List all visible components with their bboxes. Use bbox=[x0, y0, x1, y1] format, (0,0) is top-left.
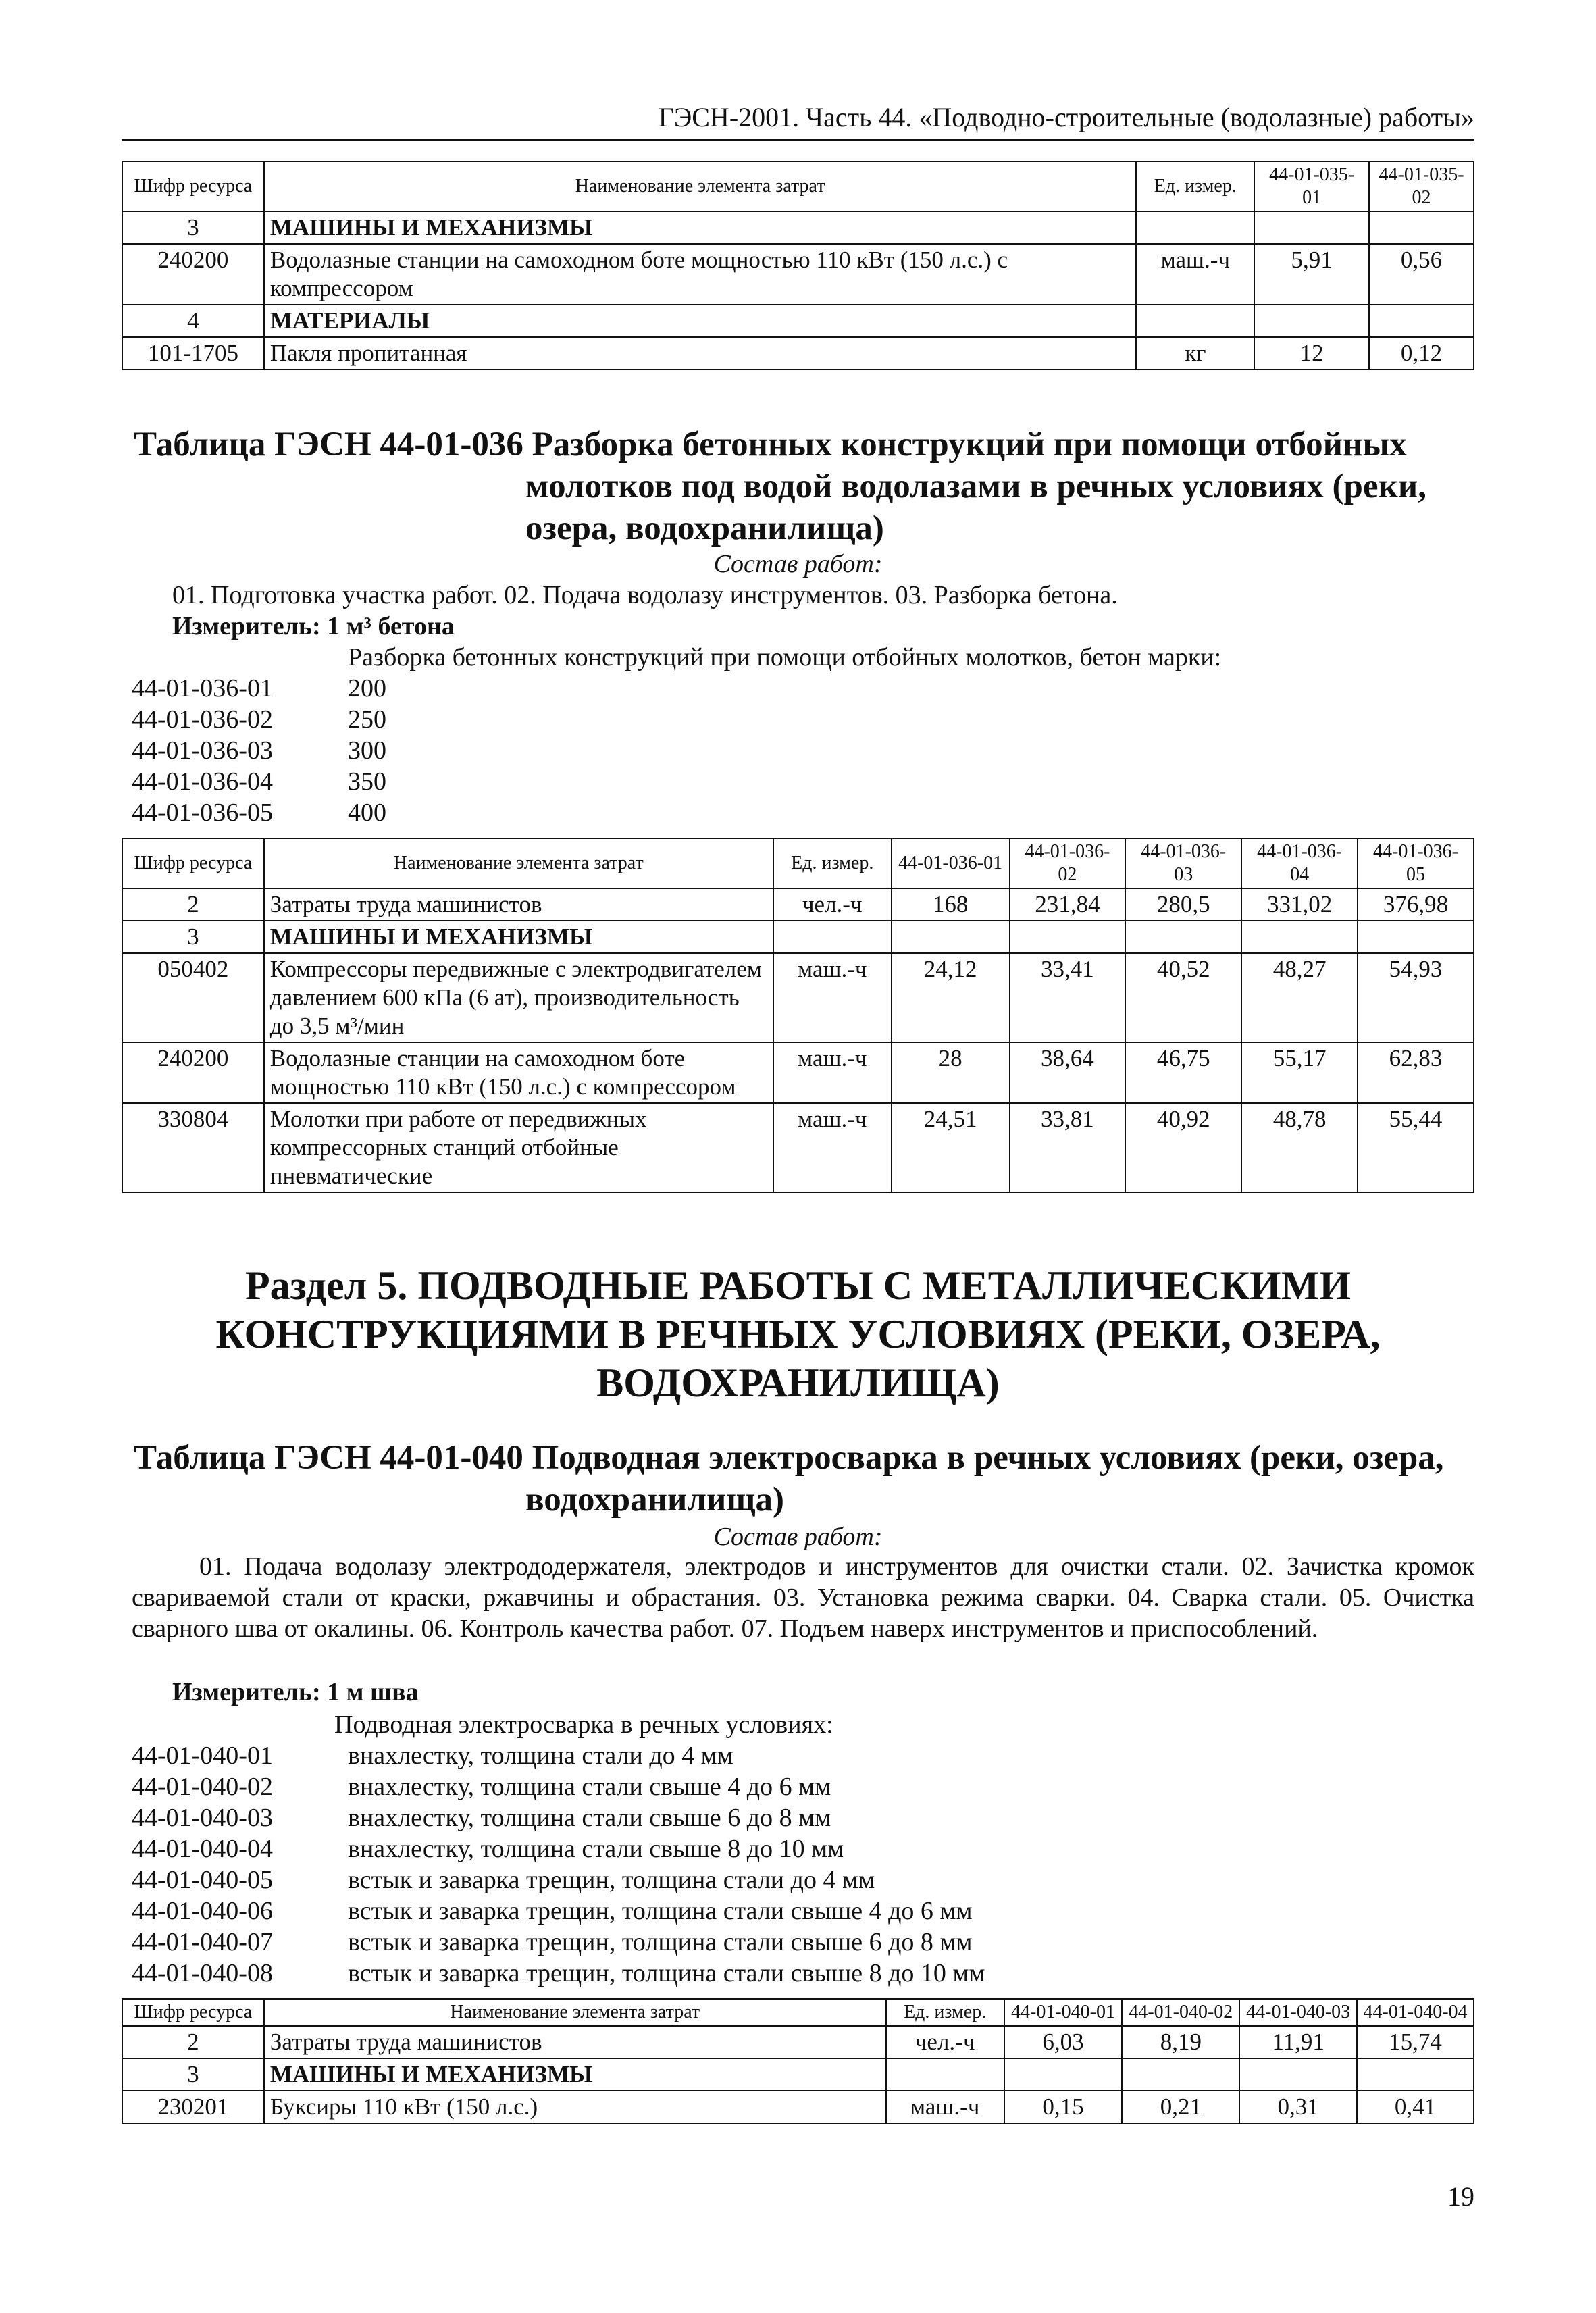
value-cell: 15,74 bbox=[1357, 2026, 1474, 2058]
cost-element-name-cell: Водолазные станции на самоходном боте мощностью 110 кВт (150 л.с.) с компрессором bbox=[264, 1042, 773, 1103]
resource-code-cell: 4 bbox=[122, 305, 264, 337]
value-cell: 8,19 bbox=[1122, 2026, 1239, 2058]
value-cell: 331,02 bbox=[1241, 888, 1358, 921]
unit-cell bbox=[1136, 305, 1254, 337]
table-row bbox=[122, 921, 1474, 953]
cost-element-name-cell: Затраты труда машинистов bbox=[264, 888, 773, 921]
value-cell: 0,21 bbox=[1122, 2091, 1239, 2123]
resource-code-cell: 230201 bbox=[122, 2091, 264, 2123]
column-header: Наименование элемента затрат bbox=[264, 838, 773, 888]
table-040-title-line2: водохранилища) bbox=[525, 1481, 784, 1519]
value-cell: 33,41 bbox=[1010, 953, 1126, 1042]
unit-cell: маш.-ч bbox=[773, 1042, 892, 1103]
code-list-item bbox=[132, 1896, 985, 1927]
value-cell bbox=[1010, 921, 1126, 953]
norm-code: 44-01-036-02 bbox=[132, 705, 273, 734]
resource-code-cell: 330804 bbox=[122, 1103, 264, 1192]
value-cell: 24,51 bbox=[892, 1103, 1010, 1192]
cost-element-name-cell: МАШИНЫ И МЕХАНИЗМЫ bbox=[264, 2058, 886, 2091]
unit-cell bbox=[886, 2058, 1004, 2091]
cost-element-name-cell: Молотки при работе от передвижных компрессорных станций отбойные пневматические bbox=[264, 1103, 773, 1192]
table-036-title-line1: Таблица ГЭСН 44-01-036 Разборка бетонных конструкций при помощи отбойных bbox=[134, 426, 1407, 463]
column-header: Шифр ресурса bbox=[122, 1999, 264, 2026]
code-list-item bbox=[132, 1802, 985, 1833]
resource-code-cell: 2 bbox=[122, 2026, 264, 2058]
resource-code-cell: 240200 bbox=[122, 1042, 264, 1103]
resource-code-cell: 3 bbox=[122, 2058, 264, 2091]
table-040-meter: Измеритель: 1 м шва bbox=[172, 1678, 419, 1706]
table-036-meter: Измеритель: 1 м³ бетона bbox=[172, 612, 455, 640]
column-header: 44-01-036-01 bbox=[892, 838, 1010, 888]
resource-code-cell: 240200 bbox=[122, 244, 264, 305]
column-header: Ед. измер. bbox=[1136, 161, 1254, 211]
column-header: 44-01-040-04 bbox=[1357, 1999, 1474, 2026]
value-cell bbox=[1369, 305, 1474, 337]
norm-description: внахлестку, толщина стали свыше 4 до 6 мм bbox=[348, 1773, 831, 1801]
unit-cell bbox=[1136, 211, 1254, 244]
table-036-intro: Разборка бетонных конструкций при помощи отбойных молотков, бетон марки: bbox=[348, 643, 1222, 671]
column-header: 44-01-036-04 bbox=[1241, 838, 1358, 888]
code-list-item bbox=[132, 735, 386, 766]
table-044-035 bbox=[122, 161, 1474, 370]
norm-description: 300 bbox=[348, 736, 386, 765]
code-list-item bbox=[132, 1833, 985, 1864]
value-cell: 54,93 bbox=[1358, 953, 1474, 1042]
column-header: 44-01-040-02 bbox=[1122, 1999, 1239, 2026]
unit-cell: маш.-ч bbox=[773, 1103, 892, 1192]
unit-cell: кг bbox=[1136, 337, 1254, 370]
value-cell bbox=[1241, 921, 1358, 953]
table-040-code-list bbox=[132, 1740, 985, 1989]
value-cell bbox=[1358, 921, 1474, 953]
norm-code: 44-01-040-08 bbox=[132, 1959, 273, 1987]
table-044-040 bbox=[122, 1998, 1474, 2124]
norm-code: 44-01-040-03 bbox=[132, 1804, 273, 1832]
section-5-title-line1: Раздел 5. ПОДВОДНЫЕ РАБОТЫ С МЕТАЛЛИЧЕСКИМИ bbox=[245, 1263, 1351, 1308]
value-cell bbox=[1369, 211, 1474, 244]
code-list-item bbox=[132, 704, 386, 735]
table-row bbox=[122, 1042, 1474, 1103]
norm-code: 44-01-036-01 bbox=[132, 674, 273, 703]
value-cell: 28 bbox=[892, 1042, 1010, 1103]
column-header: 44-01-040-01 bbox=[1004, 1999, 1123, 2026]
column-header: Ед. измер. bbox=[886, 1999, 1004, 2026]
column-header: 44-01-036-05 bbox=[1358, 838, 1474, 888]
table-036-title-line3: озера, водохранилища) bbox=[525, 509, 884, 547]
norm-description: внахлестку, толщина стали свыше 8 до 10 мм bbox=[348, 1835, 844, 1863]
norm-description: 400 bbox=[348, 798, 386, 827]
column-header: 44-01-036-03 bbox=[1125, 838, 1241, 888]
value-cell: 40,92 bbox=[1125, 1103, 1241, 1192]
resource-code-cell: 2 bbox=[122, 888, 264, 921]
value-cell bbox=[1125, 921, 1241, 953]
running-header: ГЭСН-2001. Часть 44. «Подводно-строительные (водолазные) работы» bbox=[658, 102, 1474, 132]
table-036-works: 01. Подготовка участка работ. 02. Подача водолазу инструментов. 03. Разборка бетона. bbox=[172, 581, 1118, 609]
value-cell: 24,12 bbox=[892, 953, 1010, 1042]
code-list-item bbox=[132, 1958, 985, 1989]
unit-cell: чел.-ч bbox=[886, 2026, 1004, 2058]
resource-code-cell: 101-1705 bbox=[122, 337, 264, 370]
table-row bbox=[122, 337, 1474, 370]
cost-element-name-cell: Водолазные станции на самоходном боте мощностью 110 кВт (150 л.с.) с компрессором bbox=[264, 244, 1136, 305]
value-cell bbox=[1122, 2058, 1239, 2091]
norm-description: 350 bbox=[348, 767, 386, 796]
resource-code-cell: 3 bbox=[122, 211, 264, 244]
unit-cell: маш.-ч bbox=[773, 953, 892, 1042]
table-row bbox=[122, 2058, 1474, 2091]
code-list-item bbox=[132, 1771, 985, 1802]
norm-description: 200 bbox=[348, 674, 386, 703]
table-row bbox=[122, 244, 1474, 305]
value-cell: 6,03 bbox=[1004, 2026, 1123, 2058]
value-cell: 48,78 bbox=[1241, 1103, 1358, 1192]
value-cell: 5,91 bbox=[1254, 244, 1369, 305]
norm-description: внахлестку, толщина стали до 4 мм bbox=[348, 1742, 733, 1770]
norm-code: 44-01-040-01 bbox=[132, 1742, 273, 1770]
value-cell: 62,83 bbox=[1358, 1042, 1474, 1103]
column-header: Наименование элемента затрат bbox=[264, 161, 1136, 211]
value-cell: 0,56 bbox=[1369, 244, 1474, 305]
value-cell: 55,44 bbox=[1358, 1103, 1474, 1192]
column-header: Шифр ресурса bbox=[122, 161, 264, 211]
norm-code: 44-01-040-05 bbox=[132, 1866, 273, 1894]
value-cell: 38,64 bbox=[1010, 1042, 1126, 1103]
norm-description: встык и заварка трещин, толщина стали свыше 6 до 8 мм bbox=[348, 1928, 973, 1956]
cost-element-name-cell: Пакля пропитанная bbox=[264, 337, 1136, 370]
value-cell: 48,27 bbox=[1241, 953, 1358, 1042]
unit-cell: маш.-ч bbox=[1136, 244, 1254, 305]
value-cell bbox=[1254, 305, 1369, 337]
code-list-item bbox=[132, 766, 386, 797]
value-cell: 0,12 bbox=[1369, 337, 1474, 370]
table-040-title-line1: Таблица ГЭСН 44-01-040 Подводная электросварка в речных условиях (реки, озера, bbox=[134, 1439, 1444, 1477]
norm-description: внахлестку, толщина стали свыше 6 до 8 мм bbox=[348, 1804, 831, 1832]
table-036-code-list bbox=[132, 673, 386, 828]
section-5-title-line3: ВОДОХРАНИЛИЩА) bbox=[596, 1361, 1000, 1405]
value-cell: 376,98 bbox=[1358, 888, 1474, 921]
resource-code-cell: 050402 bbox=[122, 953, 264, 1042]
value-cell: 46,75 bbox=[1125, 1042, 1241, 1103]
table-row bbox=[122, 2026, 1474, 2058]
column-header: Ед. измер. bbox=[773, 838, 892, 888]
resource-code-cell: 3 bbox=[122, 921, 264, 953]
value-cell bbox=[1239, 2058, 1357, 2091]
norm-description: 250 bbox=[348, 705, 386, 734]
value-cell: 0,15 bbox=[1004, 2091, 1123, 2123]
norm-code: 44-01-036-04 bbox=[132, 767, 273, 796]
table-row bbox=[122, 1103, 1474, 1192]
value-cell: 0,31 bbox=[1239, 2091, 1357, 2123]
table-row bbox=[122, 211, 1474, 244]
norm-code: 44-01-040-02 bbox=[132, 1773, 273, 1801]
value-cell: 280,5 bbox=[1125, 888, 1241, 921]
unit-cell bbox=[773, 921, 892, 953]
page-number: 19 bbox=[1447, 2181, 1474, 2212]
column-header: 44-01-040-03 bbox=[1239, 1999, 1357, 2026]
column-header: Шифр ресурса bbox=[122, 838, 264, 888]
table-044-036 bbox=[122, 838, 1474, 1193]
table-040-intro: Подводная электросварка в речных условиях: bbox=[334, 1710, 833, 1739]
value-cell: 55,17 bbox=[1241, 1042, 1358, 1103]
column-header: 44-01-036-02 bbox=[1010, 838, 1126, 888]
table-036-title-line2: молотков под водой водолазами в речных условиях (реки, bbox=[525, 467, 1426, 505]
value-cell: 0,41 bbox=[1357, 2091, 1474, 2123]
code-list-item bbox=[132, 1927, 985, 1958]
column-header: 44-01-035-01 bbox=[1254, 161, 1369, 211]
cost-element-name-cell: Компрессоры передвижные с электродвигателем давлением 600 кПа (6 ат), производительность до 3,5 м³/мин bbox=[264, 953, 773, 1042]
value-cell bbox=[1004, 2058, 1123, 2091]
table-row bbox=[122, 305, 1474, 337]
value-cell: 12 bbox=[1254, 337, 1369, 370]
value-cell: 40,52 bbox=[1125, 953, 1241, 1042]
header-rule bbox=[122, 139, 1474, 141]
unit-cell: чел.-ч bbox=[773, 888, 892, 921]
cost-element-name-cell: МАТЕРИАЛЫ bbox=[264, 305, 1136, 337]
column-header: 44-01-035-02 bbox=[1369, 161, 1474, 211]
value-cell: 11,91 bbox=[1239, 2026, 1357, 2058]
table-row bbox=[122, 953, 1474, 1042]
section-5-title-line2: КОНСТРУКЦИЯМИ В РЕЧНЫХ УСЛОВИЯХ (РЕКИ, ОЗЕРА, bbox=[215, 1312, 1381, 1356]
table-040-works-label: Состав работ: bbox=[713, 1523, 883, 1551]
value-cell: 168 bbox=[892, 888, 1010, 921]
value-cell: 33,81 bbox=[1010, 1103, 1126, 1192]
cost-element-name-cell: Затраты труда машинистов bbox=[264, 2026, 886, 2058]
table-row bbox=[122, 888, 1474, 921]
table-row bbox=[122, 2091, 1474, 2123]
cost-element-name-cell: МАШИНЫ И МЕХАНИЗМЫ bbox=[264, 211, 1136, 244]
code-list-item bbox=[132, 797, 386, 828]
unit-cell: маш.-ч bbox=[886, 2091, 1004, 2123]
norm-description: встык и заварка трещин, толщина стали свыше 8 до 10 мм bbox=[348, 1959, 985, 1987]
norm-code: 44-01-040-06 bbox=[132, 1897, 273, 1925]
value-cell bbox=[892, 921, 1010, 953]
code-list-item bbox=[132, 1864, 985, 1896]
table-036-works-label: Состав работ: bbox=[713, 550, 883, 578]
value-cell: 231,84 bbox=[1010, 888, 1126, 921]
norm-code: 44-01-040-07 bbox=[132, 1928, 273, 1956]
value-cell bbox=[1254, 211, 1369, 244]
norm-code: 44-01-036-05 bbox=[132, 798, 273, 827]
value-cell bbox=[1357, 2058, 1474, 2091]
code-list-item bbox=[132, 1740, 985, 1771]
norm-code: 44-01-040-04 bbox=[132, 1835, 273, 1863]
cost-element-name-cell: МАШИНЫ И МЕХАНИЗМЫ bbox=[264, 921, 773, 953]
norm-description: встык и заварка трещин, толщина стали до 4 мм bbox=[348, 1866, 875, 1894]
norm-code: 44-01-036-03 bbox=[132, 736, 273, 765]
norm-description: встык и заварка трещин, толщина стали свыше 4 до 6 мм bbox=[348, 1897, 973, 1925]
table-040-works: 01. Подача водолазу электрододержателя, электродов и инструментов для очистки стали. 02. Зачистка кромок свариваемой стали от краски, ржавчины и обрастания. 03. Установка режима сварки. 04. Сварка стали. 05. Очистка сварного шва от окалины. 06. Контроль качества работ. 07. Подъем наверх инструментов и приспособлений. bbox=[132, 1552, 1474, 1643]
cost-element-name-cell: Буксиры 110 кВт (150 л.с.) bbox=[264, 2091, 886, 2123]
code-list-item bbox=[132, 673, 386, 704]
column-header: Наименование элемента затрат bbox=[264, 1999, 886, 2026]
